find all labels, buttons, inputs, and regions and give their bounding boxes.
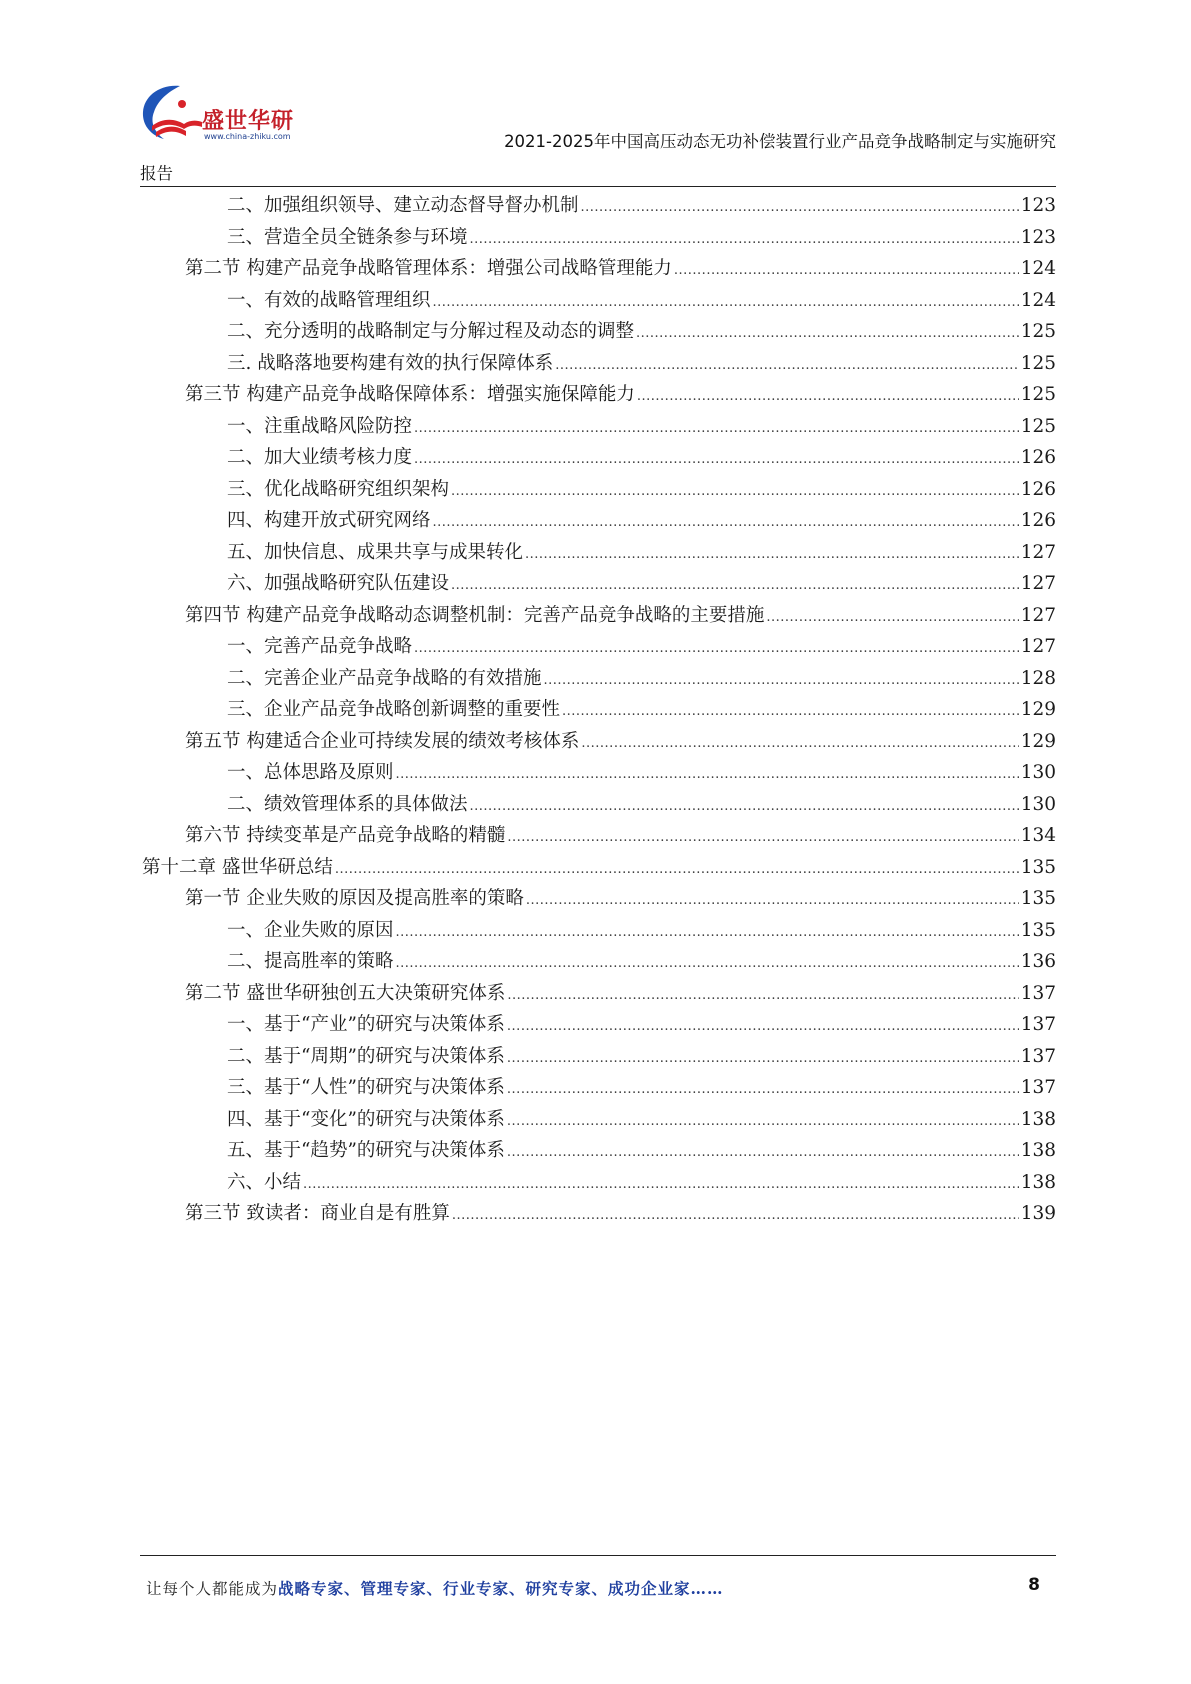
toc-entry[interactable] bbox=[142, 789, 1056, 821]
toc-dot-leader bbox=[396, 759, 1019, 791]
toc-entry-page: 138 bbox=[1020, 1108, 1056, 1130]
toc-dot-leader bbox=[674, 255, 1019, 287]
toc-entry[interactable] bbox=[142, 253, 1056, 285]
slogan-highlight: 战略专家、管理专家、行业专家、研究专家、成功企业家…… bbox=[278, 1579, 724, 1598]
toc-entry-page: 125 bbox=[1020, 384, 1056, 405]
toc-entry-page: 137 bbox=[1020, 982, 1056, 1004]
toc-entry-page: 137 bbox=[1020, 1014, 1056, 1035]
toc-entry-label: 第五节 构建适合企业可持续发展的绩效考核体系 bbox=[185, 730, 580, 752]
toc-entry[interactable] bbox=[142, 568, 1056, 600]
toc-entry[interactable] bbox=[142, 663, 1056, 695]
toc-entry[interactable] bbox=[142, 820, 1056, 852]
table-of-contents bbox=[142, 190, 1056, 1230]
toc-entry-page: 126 bbox=[1020, 510, 1056, 531]
toc-entry-page: 129 bbox=[1020, 699, 1056, 720]
page-header bbox=[140, 82, 1056, 190]
toc-dot-leader bbox=[470, 224, 1019, 256]
toc-dot-leader bbox=[396, 917, 1019, 949]
toc-dot-leader bbox=[414, 633, 1019, 665]
toc-entry[interactable] bbox=[142, 978, 1056, 1010]
toc-entry[interactable] bbox=[142, 348, 1056, 380]
toc-entry-label: 一、总体思路及原则 bbox=[227, 762, 394, 783]
toc-entry-label: 一、基于“产业”的研究与决策体系 bbox=[227, 1014, 505, 1035]
toc-entry[interactable] bbox=[142, 1135, 1056, 1167]
toc-entry-page: 136 bbox=[1020, 951, 1056, 972]
header-divider bbox=[140, 186, 1056, 187]
toc-entry-label: 三、企业产品竞争战略创新调整的重要性 bbox=[227, 699, 561, 720]
toc-entry[interactable] bbox=[142, 726, 1056, 758]
document-title: 2021-2025年中国高压动态无功补偿装置行业产品竞争战略制定与实施研究 bbox=[504, 132, 1056, 151]
document-title-continued: 报告 bbox=[140, 164, 173, 183]
toc-dot-leader bbox=[335, 854, 1019, 886]
toc-dot-leader bbox=[555, 350, 1018, 382]
toc-entry-page: 139 bbox=[1020, 1203, 1056, 1224]
logo-name: 盛世华研 bbox=[202, 109, 295, 134]
toc-entry-page: 127 bbox=[1020, 636, 1056, 657]
toc-entry[interactable] bbox=[142, 316, 1056, 348]
toc-entry-label: 二、完善企业产品竞争战略的有效措施 bbox=[227, 667, 542, 689]
toc-dot-leader bbox=[526, 885, 1019, 917]
toc-entry[interactable] bbox=[142, 631, 1056, 663]
toc-entry[interactable] bbox=[142, 757, 1056, 789]
toc-dot-leader bbox=[507, 1074, 1019, 1106]
toc-dot-leader bbox=[525, 539, 1019, 571]
toc-entry[interactable] bbox=[142, 1104, 1056, 1136]
toc-entry-page: 137 bbox=[1020, 1077, 1056, 1098]
toc-dot-leader bbox=[470, 791, 1019, 823]
toc-dot-leader bbox=[581, 728, 1018, 760]
logo-mark-icon bbox=[140, 82, 210, 144]
toc-entry-label: 五、基于“趋势”的研究与决策体系 bbox=[227, 1140, 505, 1161]
toc-dot-leader bbox=[766, 602, 1018, 634]
toc-entry-page: 130 bbox=[1020, 793, 1056, 815]
toc-dot-leader bbox=[433, 287, 1019, 319]
toc-dot-leader bbox=[452, 1200, 1019, 1232]
toc-entry-label: 第一节 企业失败的原因及提高胜率的策略 bbox=[185, 888, 524, 909]
toc-entry[interactable] bbox=[142, 1167, 1056, 1199]
toc-entry-page: 135 bbox=[1020, 856, 1056, 878]
toc-dot-leader bbox=[396, 948, 1019, 980]
toc-entry-label: 三、优化战略研究组织架构 bbox=[227, 478, 450, 500]
toc-dot-leader bbox=[581, 192, 1019, 224]
toc-entry-page: 126 bbox=[1020, 478, 1056, 500]
footer-slogan bbox=[146, 1577, 724, 1599]
toc-entry-label: 二、加强组织领导、建立动态督导督办机制 bbox=[227, 195, 579, 216]
toc-entry-page: 137 bbox=[1020, 1045, 1056, 1067]
company-logo bbox=[140, 82, 320, 152]
toc-dot-leader bbox=[507, 1106, 1019, 1138]
toc-entry[interactable] bbox=[142, 285, 1056, 317]
toc-entry-page: 126 bbox=[1020, 447, 1056, 468]
toc-dot-leader bbox=[507, 1011, 1019, 1043]
toc-entry-page: 124 bbox=[1020, 258, 1056, 279]
toc-dot-leader bbox=[451, 476, 1019, 508]
toc-entry[interactable] bbox=[142, 442, 1056, 474]
toc-entry-label: 三、基于“人性”的研究与决策体系 bbox=[227, 1077, 505, 1098]
toc-entry-label: 四、基于“变化”的研究与决策体系 bbox=[227, 1108, 505, 1130]
toc-entry-label: 三、营造全员全链条参与环境 bbox=[227, 226, 468, 248]
toc-entry-label: 第二节 构建产品竞争战略管理体系：增强公司战略管理能力 bbox=[185, 258, 672, 279]
toc-dot-leader bbox=[507, 1137, 1019, 1169]
toc-dot-leader bbox=[507, 980, 1018, 1012]
toc-entry-page: 134 bbox=[1020, 825, 1056, 846]
toc-entry[interactable] bbox=[142, 222, 1056, 254]
slogan-prefix: 让每个人都能成为 bbox=[146, 1580, 279, 1598]
toc-entry[interactable] bbox=[142, 411, 1056, 443]
toc-entry-page: 125 bbox=[1020, 352, 1056, 374]
toc-entry-page: 130 bbox=[1020, 762, 1056, 783]
toc-entry[interactable] bbox=[142, 537, 1056, 569]
toc-entry[interactable] bbox=[142, 190, 1056, 222]
toc-entry[interactable] bbox=[142, 694, 1056, 726]
toc-entry[interactable] bbox=[142, 1041, 1056, 1073]
toc-entry-label: 六、加强战略研究队伍建设 bbox=[227, 573, 450, 594]
toc-dot-leader bbox=[414, 444, 1019, 476]
toc-dot-leader bbox=[414, 413, 1019, 445]
toc-entry-page: 127 bbox=[1020, 604, 1056, 626]
toc-entry[interactable] bbox=[142, 1072, 1056, 1104]
toc-entry-page: 138 bbox=[1020, 1171, 1056, 1193]
toc-entry-label: 一、注重战略风险防控 bbox=[227, 415, 413, 437]
toc-dot-leader bbox=[303, 1169, 1019, 1201]
toc-entry-label: 二、充分透明的战略制定与分解过程及动态的调整 bbox=[227, 321, 635, 342]
toc-entry-label: 第六节 持续变革是产品竞争战略的精髓 bbox=[185, 825, 506, 846]
toc-entry-page: 125 bbox=[1020, 415, 1056, 437]
toc-dot-leader bbox=[637, 381, 1019, 413]
toc-entry-page: 138 bbox=[1020, 1140, 1056, 1161]
toc-entry-label: 五、加快信息、成果共享与成果转化 bbox=[227, 541, 524, 563]
toc-entry-page: 135 bbox=[1020, 888, 1056, 909]
toc-entry-label: 二、基于“周期”的研究与决策体系 bbox=[227, 1045, 505, 1067]
toc-entry[interactable] bbox=[142, 474, 1056, 506]
toc-entry-page: 127 bbox=[1020, 573, 1056, 594]
toc-entry[interactable] bbox=[142, 883, 1056, 915]
toc-entry-label: 第二节 盛世华研独创五大决策研究体系 bbox=[185, 982, 506, 1004]
toc-entry-label: 六、小结 bbox=[227, 1171, 302, 1193]
toc-entry-label: 第十二章 盛世华研总结 bbox=[142, 856, 333, 878]
toc-entry[interactable] bbox=[142, 505, 1056, 537]
toc-entry-page: 128 bbox=[1020, 667, 1056, 689]
toc-entry-label: 第三节 构建产品竞争战略保障体系：增强实施保障能力 bbox=[185, 384, 635, 405]
toc-entry-page: 123 bbox=[1020, 195, 1056, 216]
page-number: 8 bbox=[1028, 1575, 1040, 1595]
logo-url: www.china-zhiku.com bbox=[204, 132, 291, 141]
toc-entry-page: 135 bbox=[1020, 919, 1056, 941]
toc-entry[interactable] bbox=[142, 852, 1056, 884]
toc-entry-label: 一、企业失败的原因 bbox=[227, 919, 394, 941]
toc-entry-label: 二、绩效管理体系的具体做法 bbox=[227, 793, 468, 815]
toc-entry[interactable] bbox=[142, 379, 1056, 411]
toc-entry-label: 一、完善产品竞争战略 bbox=[227, 636, 413, 657]
toc-entry-page: 125 bbox=[1020, 321, 1056, 342]
toc-dot-leader bbox=[562, 696, 1019, 728]
toc-entry-page: 127 bbox=[1020, 541, 1056, 563]
toc-entry-label: 四、构建开放式研究网络 bbox=[227, 510, 431, 531]
toc-entry-page: 124 bbox=[1020, 289, 1056, 311]
toc-entry-page: 129 bbox=[1020, 730, 1056, 752]
toc-entry-page: 123 bbox=[1020, 226, 1056, 248]
toc-entry-label: 二、提高胜率的策略 bbox=[227, 951, 394, 972]
toc-entry[interactable] bbox=[142, 1198, 1056, 1230]
toc-entry[interactable] bbox=[142, 600, 1056, 632]
toc-entry-label: 三. 战略落地要构建有效的执行保障体系 bbox=[227, 352, 554, 374]
toc-dot-leader bbox=[507, 822, 1018, 854]
toc-entry-label: 第三节 致读者：商业自是有胜算 bbox=[185, 1203, 450, 1224]
toc-entry[interactable] bbox=[142, 946, 1056, 978]
toc-dot-leader bbox=[544, 665, 1019, 697]
toc-entry[interactable] bbox=[142, 915, 1056, 947]
toc-dot-leader bbox=[636, 318, 1019, 350]
toc-dot-leader bbox=[507, 1043, 1019, 1075]
footer-divider bbox=[140, 1555, 1056, 1556]
toc-entry-label: 二、加大业绩考核力度 bbox=[227, 447, 413, 468]
toc-entry-label: 第四节 构建产品竞争战略动态调整机制：完善产品竞争战略的主要措施 bbox=[185, 604, 765, 626]
toc-entry-label: 一、有效的战略管理组织 bbox=[227, 289, 431, 311]
toc-dot-leader bbox=[451, 570, 1019, 602]
toc-dot-leader bbox=[433, 507, 1019, 539]
toc-entry[interactable] bbox=[142, 1009, 1056, 1041]
